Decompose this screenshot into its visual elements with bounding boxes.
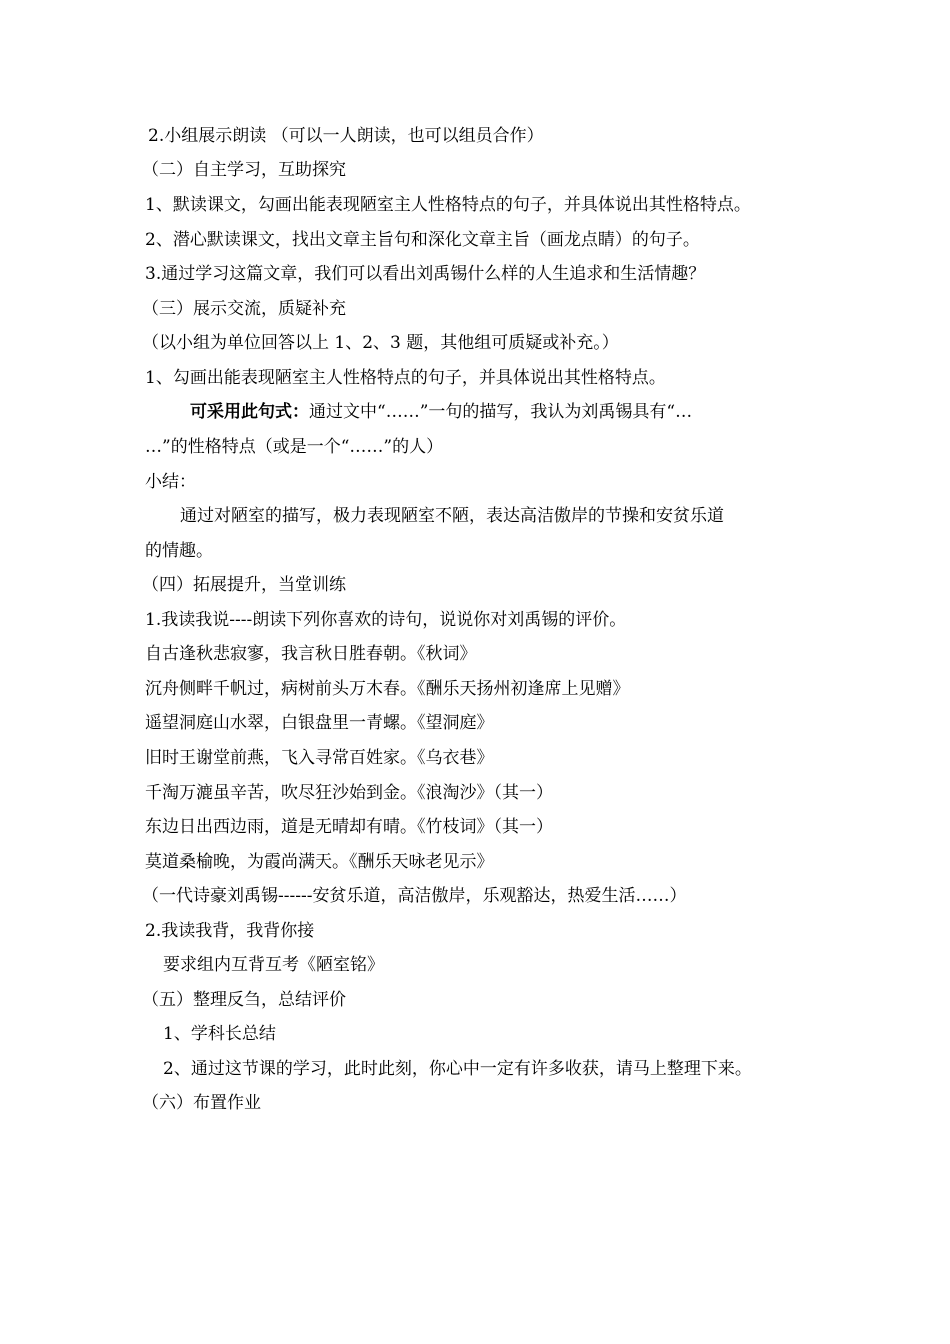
text-line: 2.我读我背，我背你接 (145, 921, 315, 941)
section-heading: （三）展示交流，质疑补充 (142, 299, 346, 319)
sentence-pattern-text: 通过文中“……”一句的描写，我认为刘禹锡具有“… (309, 402, 693, 422)
section-heading: （二）自主学习，互助探究 (142, 160, 346, 180)
sentence-pattern-line (190, 400, 692, 424)
poem-line: 千淘万漉虽辛苦，吹尽狂沙始到金。《浪淘沙》（其一） (145, 783, 553, 803)
poem-line: 沉舟侧畔千帆过，病树前头万木春。《酬乐天扬州初逢席上见赠》 (145, 679, 630, 699)
text-line: 2、潜心默读课文，找出文章主旨句和深化文章主旨（画龙点睛）的句子。 (145, 230, 700, 250)
text-line: …”的性格特点（或是一个“……”的人） (145, 437, 444, 457)
text-line: 1、学科长总结 (163, 1024, 276, 1044)
text-line: 的情趣。 (145, 541, 213, 561)
text-line: 3.通过学习这篇文章，我们可以看出刘禹锡什么样的人生追求和生活情趣？ (145, 264, 706, 284)
poem-line: 自古逢秋悲寂寥，我言秋日胜春朝。《秋词》 (145, 644, 477, 664)
text-line: 要求组内互背互考《陋室铭》 (163, 955, 384, 975)
text-line: 2、通过这节课的学习，此时此刻，你心中一定有许多收获，请马上整理下来。 (163, 1059, 752, 1079)
poem-line: 莫道桑榆晚，为霞尚满天。《酬乐天咏老见示》 (145, 852, 494, 872)
section-heading: （六）布置作业 (142, 1093, 261, 1113)
section-heading: （五）整理反刍，总结评价 (142, 990, 346, 1010)
summary-label: 小结： (145, 472, 196, 492)
poem-line: 旧时王谢堂前燕，飞入寻常百姓家。《乌衣巷》 (145, 748, 494, 768)
poem-line: 遥望洞庭山水翠，白银盘里一青螺。《望洞庭》 (145, 713, 494, 733)
text-line: （以小组为单位回答以上 1、2、3 题，其他组可质疑或补充。） (142, 333, 619, 353)
poem-line: 东边日出西边雨，道是无晴却有晴。《竹枝词》（其一） (145, 817, 553, 837)
text-line: 1.我读我说----朗读下列你喜欢的诗句，说说你对刘禹锡的评价。 (145, 610, 627, 630)
text-line: 1、默读课文，勾画出能表现陋室主人性格特点的句子，并具体说出其性格特点。 (145, 195, 751, 215)
text-line: 通过对陋室的描写，极力表现陋室不陋，表达高洁傲岸的节操和安贫乐道 (180, 506, 724, 526)
text-line: 1、勾画出能表现陋室主人性格特点的句子，并具体说出其性格特点。 (145, 368, 666, 388)
sentence-pattern-label: 可采用此句式： (190, 402, 309, 422)
text-line: （一代诗豪刘禹锡------安贫乐道，高洁傲岸，乐观豁达，热爱生活……） (142, 886, 687, 906)
section-heading: （四）拓展提升，当堂训练 (142, 575, 346, 595)
text-line: 2.小组展示朗读 （可以一人朗读，也可以组员合作） (148, 126, 544, 146)
